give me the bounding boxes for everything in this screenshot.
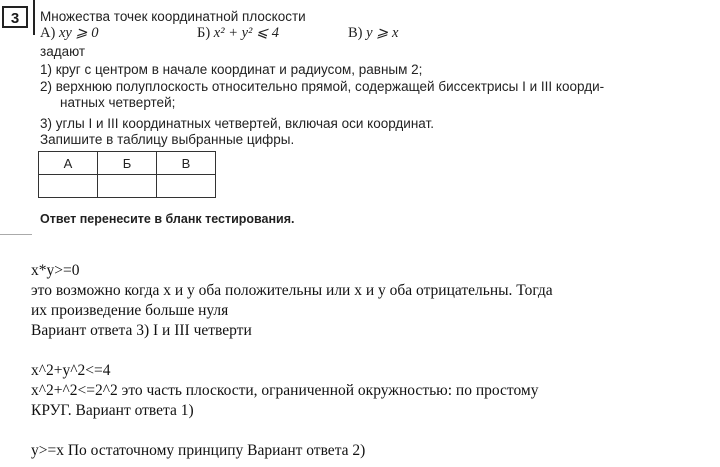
answer-table-value-row <box>39 175 216 198</box>
transfer-note: Ответ перенесите в бланк тестирования. <box>40 212 295 226</box>
solution-line-8: КРУГ. Вариант ответа 1) <box>31 402 194 419</box>
answer-table-header-c: В <box>157 152 216 175</box>
answer-table-header-row <box>39 152 216 175</box>
answer-table <box>38 151 216 198</box>
solution-line-1: x*y>=0 <box>31 262 80 279</box>
zadayut-label: задают <box>40 44 86 59</box>
task-title: Множества точек координатной плоскости <box>40 9 306 24</box>
option-c-prefix: В) <box>348 25 367 41</box>
answer-1: 1) круг с центром в начале координат и радиусом, равным 2; <box>40 62 423 77</box>
answer-3: 3) углы I и III координатных четвертей, включая оси координат. <box>40 116 434 131</box>
instruction: Запишите в таблицу выбранные цифры. <box>40 132 295 147</box>
task-number-divider <box>33 0 35 35</box>
task-number: 3 <box>2 6 28 28</box>
solution-line-10: y>=x По остаточному принципу Вариант ответа 2) <box>31 442 366 459</box>
option-b-prefix: Б) <box>197 25 214 41</box>
solution-line-3: их произведение больше нуля <box>31 302 229 319</box>
option-a-prefix: А) <box>40 25 59 41</box>
answer-table-cell-b <box>98 175 157 198</box>
answer-table-cell-c <box>157 175 216 198</box>
solution-line-2: это возможно когда x и y оба положительны или x и y оба отрицательны. Тогда <box>31 282 553 299</box>
solution-line-4: Вариант ответа 3) I и III четверти <box>31 322 252 339</box>
option-b <box>197 25 279 42</box>
answer-table-cell-a <box>39 175 98 198</box>
option-a-expr: xy ⩾ 0 <box>58 25 99 41</box>
answer-table-header-b: Б <box>98 152 157 175</box>
answer-2: 2) верхнюю полуплоскость относительно прямой, содержащей биссектрисы I и III коорди- <box>40 79 605 94</box>
solution-line-7: x^2+^2<=2^2 это часть плоскости, ограниченной окружностью: по простому <box>31 382 539 399</box>
option-b-expr: x² + y² ⩽ 4 <box>213 25 280 41</box>
solution-line-6: x^2+y^2<=4 <box>31 362 111 379</box>
answer-table-header-a: А <box>39 152 98 175</box>
option-c <box>348 25 398 42</box>
option-a <box>40 25 98 42</box>
option-c-expr: y ⩾ x <box>366 25 399 41</box>
answer-2-continued: натных четвертей; <box>60 95 176 110</box>
scan-edge-rule <box>0 234 32 235</box>
